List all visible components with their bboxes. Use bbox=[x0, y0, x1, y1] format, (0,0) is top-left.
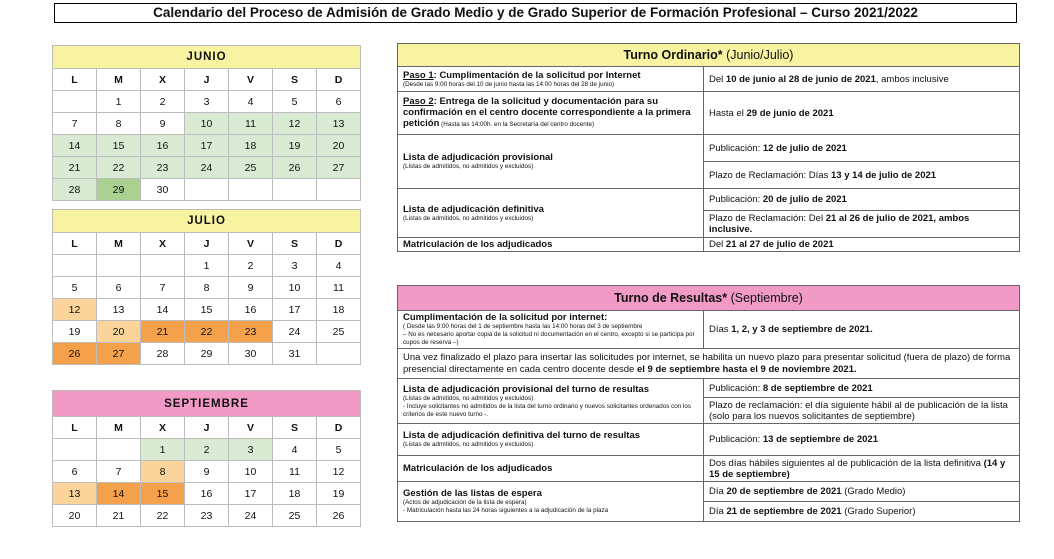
value-text: Días bbox=[709, 324, 732, 335]
value-text: Publicación: bbox=[709, 382, 763, 394]
day-cell: 22 bbox=[185, 321, 229, 343]
value-bold: 1, 2, y 3 de septiembre de 2021. bbox=[731, 324, 873, 335]
day-cell: 24 bbox=[229, 505, 273, 527]
fuera-de-plazo-text bbox=[398, 349, 1020, 379]
paso1-label: Paso 1 bbox=[403, 69, 434, 81]
res-provisional-note: (Listas de admitidos, no admitidos y excluidos) bbox=[403, 394, 534, 402]
value-text: Día bbox=[709, 506, 727, 517]
month-header-september: SEPTIEMBRE bbox=[53, 391, 361, 417]
weekday: L bbox=[53, 233, 97, 255]
day-cell: 19 bbox=[53, 321, 97, 343]
header-rest: (Junio/Julio) bbox=[722, 48, 794, 62]
day-cell: 15 bbox=[97, 135, 141, 157]
day-cell: 8 bbox=[185, 277, 229, 299]
day-cell bbox=[273, 179, 317, 201]
day-cell: 14 bbox=[141, 299, 185, 321]
day-cell: 6 bbox=[317, 91, 361, 113]
value-text: Día bbox=[709, 486, 727, 497]
value-text: , ambos inclusive bbox=[875, 73, 949, 85]
res-definitiva-label: Lista de adjudicación definitiva del turno de resultas bbox=[403, 430, 641, 441]
day-cell: 7 bbox=[53, 113, 97, 135]
day-cell: 21 bbox=[97, 505, 141, 527]
day-cell: 20 bbox=[97, 321, 141, 343]
turno-resultas-header bbox=[398, 286, 1020, 311]
paso1-text: : Cumplimentación de la solicitud por Internet bbox=[433, 69, 641, 81]
day-cell bbox=[53, 439, 97, 461]
cumplimentacion-note: ( Desde las 9:00 horas del 1 de septiembre hasta las 14:00 horas del 3 de septiembre bbox=[403, 323, 643, 330]
day-cell: 13 bbox=[97, 299, 141, 321]
provisional-label: Lista de adjudicación provisional bbox=[403, 152, 553, 163]
res-definitiva-note: (Listas de admitidos, no admitidos y excluidos) bbox=[403, 441, 534, 448]
day-cell: 10 bbox=[185, 113, 229, 135]
definitiva-reclamacion bbox=[704, 211, 1020, 238]
weekday: J bbox=[185, 417, 229, 439]
value-text: Del bbox=[709, 73, 726, 85]
day-cell: 25 bbox=[273, 505, 317, 527]
value-bold: 21 al 26 de julio de 2021, ambos inclusive. bbox=[709, 213, 970, 235]
turno-ordinario-header bbox=[398, 44, 1020, 67]
espera-note: (Actos de adjudicación de la lista de espera) bbox=[403, 499, 527, 506]
day-cell: 11 bbox=[273, 461, 317, 483]
value-text: Publicación: bbox=[709, 194, 763, 205]
header-bold: Turno de Resultas* bbox=[614, 291, 728, 305]
day-cell: 22 bbox=[97, 157, 141, 179]
day-cell: 2 bbox=[185, 439, 229, 461]
day-cell: 26 bbox=[53, 343, 97, 365]
day-cell: 9 bbox=[141, 113, 185, 135]
weekday: D bbox=[317, 417, 361, 439]
espera-grado-superior bbox=[704, 502, 1020, 522]
day-cell: 22 bbox=[141, 505, 185, 527]
weekday: D bbox=[317, 233, 361, 255]
day-cell: 27 bbox=[97, 343, 141, 365]
paso2-label-cell bbox=[398, 92, 704, 135]
day-cell bbox=[185, 179, 229, 201]
weekday: V bbox=[229, 69, 273, 91]
provisional-label-cell bbox=[398, 135, 704, 189]
day-cell: 19 bbox=[273, 135, 317, 157]
day-cell: 5 bbox=[53, 277, 97, 299]
weekday: L bbox=[53, 69, 97, 91]
res-provisional-label: Lista de adjudicación provisional del turno de resultas bbox=[403, 383, 649, 395]
value-text: Plazo de Reclamación: Del bbox=[709, 213, 826, 224]
cumplimentacion-value bbox=[704, 311, 1020, 349]
day-cell: 10 bbox=[229, 461, 273, 483]
matricula-label: Matriculación de los adjudicados bbox=[398, 238, 704, 252]
day-cell: 31 bbox=[273, 343, 317, 365]
day-cell: 4 bbox=[317, 255, 361, 277]
day-cell: 10 bbox=[273, 277, 317, 299]
day-cell: 30 bbox=[141, 179, 185, 201]
day-cell: 1 bbox=[97, 91, 141, 113]
day-cell: 29 bbox=[97, 179, 141, 201]
day-cell: 6 bbox=[53, 461, 97, 483]
weekday: D bbox=[317, 69, 361, 91]
day-cell bbox=[141, 255, 185, 277]
day-cell: 9 bbox=[185, 461, 229, 483]
day-cell: 25 bbox=[317, 321, 361, 343]
day-cell: 24 bbox=[273, 321, 317, 343]
day-cell: 23 bbox=[141, 157, 185, 179]
day-cell: 20 bbox=[317, 135, 361, 157]
day-cell: 17 bbox=[273, 299, 317, 321]
paso2-value bbox=[704, 92, 1020, 135]
day-cell: 13 bbox=[53, 483, 97, 505]
definitiva-label-cell bbox=[398, 189, 704, 238]
value-text: (Grado Superior) bbox=[841, 506, 916, 517]
cumplimentacion-note: – No es necesario aportar copia de la solicitud ni documentación en el centro, excepto si se participa por cupos de reserva –) bbox=[403, 331, 695, 346]
day-cell: 23 bbox=[185, 505, 229, 527]
weekday-row bbox=[53, 233, 361, 255]
provisional-note: (Listas de admitidos, no admitidos y excluidos) bbox=[403, 163, 534, 170]
day-cell: 23 bbox=[229, 321, 273, 343]
weekday: L bbox=[53, 417, 97, 439]
definitiva-publicacion bbox=[704, 189, 1020, 211]
day-cell: 16 bbox=[185, 483, 229, 505]
day-cell: 3 bbox=[273, 255, 317, 277]
value-text: Dos días hábiles siguientes al de publicación de la lista definitiva bbox=[709, 457, 984, 469]
value-bold: 13 de septiembre de 2021 bbox=[762, 434, 878, 445]
weekday: S bbox=[273, 233, 317, 255]
espera-grado-medio bbox=[704, 482, 1020, 502]
res-provisional-reclamacion: Plazo de reclamación: el día siguiente hábil al de publicación de la lista (solo para los nuevos solicitantes de septiembre) bbox=[704, 398, 1020, 424]
value-text: Publicación: bbox=[709, 142, 763, 154]
value-text: Hasta el bbox=[709, 107, 747, 119]
weekday: V bbox=[229, 233, 273, 255]
day-cell: 18 bbox=[273, 483, 317, 505]
day-cell: 7 bbox=[141, 277, 185, 299]
value-text: Del bbox=[709, 239, 726, 250]
weekday: M bbox=[97, 69, 141, 91]
weekday: J bbox=[185, 69, 229, 91]
day-cell: 3 bbox=[229, 439, 273, 461]
value-bold: 29 de junio de 2021 bbox=[746, 107, 834, 119]
value-bold: 10 de junio al 28 de junio de 2021 bbox=[725, 73, 876, 85]
day-cell: 19 bbox=[317, 483, 361, 505]
day-cell: 26 bbox=[317, 505, 361, 527]
day-cell: 2 bbox=[141, 91, 185, 113]
day-cell: 11 bbox=[229, 113, 273, 135]
day-cell: 11 bbox=[317, 277, 361, 299]
day-cell: 16 bbox=[141, 135, 185, 157]
value-bold: (14 y 15 de septiembre) bbox=[709, 457, 1006, 480]
provisional-reclamacion bbox=[704, 162, 1020, 189]
day-cell bbox=[53, 255, 97, 277]
day-cell: 1 bbox=[141, 439, 185, 461]
weekday: M bbox=[97, 233, 141, 255]
day-cell: 4 bbox=[273, 439, 317, 461]
day-cell: 17 bbox=[185, 135, 229, 157]
day-cell: 21 bbox=[141, 321, 185, 343]
day-cell: 26 bbox=[273, 157, 317, 179]
day-cell bbox=[53, 91, 97, 113]
day-cell bbox=[97, 255, 141, 277]
table-turno-ordinario bbox=[397, 43, 1020, 252]
day-cell bbox=[317, 179, 361, 201]
day-cell: 4 bbox=[229, 91, 273, 113]
month-header-june: JUNIO bbox=[53, 46, 361, 69]
month-header-july: JULIO bbox=[53, 210, 361, 233]
definitiva-label: Lista de adjudicación definitiva bbox=[403, 203, 544, 215]
value-bold: 21 de septiembre de 2021 bbox=[726, 506, 842, 517]
day-cell: 8 bbox=[97, 113, 141, 135]
day-cell: 25 bbox=[229, 157, 273, 179]
res-provisional-publicacion bbox=[704, 379, 1020, 398]
definitiva-note: (Listas de admitidos, no admitidos y excluidos) bbox=[403, 214, 534, 222]
res-matricula-label: Matriculación de los adjudicados bbox=[398, 456, 704, 482]
page-title: Calendario del Proceso de Admisión de Grado Medio y de Grado Superior de Formación Profesional – Curso 2021/2022 bbox=[54, 3, 1017, 23]
day-cell bbox=[317, 343, 361, 365]
day-cell: 18 bbox=[317, 299, 361, 321]
calendar-september bbox=[52, 390, 361, 527]
paso1-note: (Desde las 9:00 horas del 10 de junio hasta las 14:00 horas del 28 de junio) bbox=[403, 80, 615, 88]
value-bold: 8 de septiembre de 2021 bbox=[762, 382, 873, 394]
day-cell: 15 bbox=[141, 483, 185, 505]
day-cell: 28 bbox=[141, 343, 185, 365]
day-cell: 15 bbox=[185, 299, 229, 321]
value-bold: 20 de julio de 2021 bbox=[762, 194, 847, 205]
header-bold: Turno Ordinario* bbox=[623, 48, 723, 62]
provisional-publicacion bbox=[704, 135, 1020, 162]
res-provisional-label-cell bbox=[398, 379, 704, 424]
weekday-row bbox=[53, 69, 361, 91]
res-definitiva-publicacion bbox=[704, 424, 1020, 456]
day-cell: 12 bbox=[317, 461, 361, 483]
day-cell: 27 bbox=[317, 157, 361, 179]
value-bold: 13 y 14 de julio de 2021 bbox=[830, 169, 937, 181]
res-definitiva-label-cell bbox=[398, 424, 704, 456]
cumplimentacion-label-cell bbox=[398, 311, 704, 349]
cumplimentacion-label: Cumplimentación de la solicitud por internet: bbox=[403, 312, 608, 323]
paso1-value bbox=[704, 67, 1020, 92]
paso2-text: : Entrega de la solicitud y documentación para su confirmación en el centro docente correspondiente a la primera petición bbox=[403, 96, 691, 129]
day-cell: 13 bbox=[317, 113, 361, 135]
weekday: V bbox=[229, 417, 273, 439]
day-cell: 3 bbox=[185, 91, 229, 113]
calendar-july bbox=[52, 209, 361, 365]
value-bold: 20 de septiembre de 2021 bbox=[726, 486, 842, 497]
day-cell: 18 bbox=[229, 135, 273, 157]
weekday: M bbox=[97, 417, 141, 439]
day-cell: 12 bbox=[273, 113, 317, 135]
weekday: X bbox=[141, 69, 185, 91]
day-cell: 28 bbox=[53, 179, 97, 201]
day-cell bbox=[97, 439, 141, 461]
calendar-june bbox=[52, 45, 361, 201]
espera-note: - Matriculación hasta las 24 horas siguientes a la adjudicación de la plaza bbox=[403, 507, 609, 514]
day-cell bbox=[229, 179, 273, 201]
day-cell: 20 bbox=[53, 505, 97, 527]
value-text: Una vez finalizado el plazo para insertar las solicitudes por internet, se habilita un nuevo plazo para presentar solicitud (fuera de plazo) de forma presencial directamente en cada centro docente desde bbox=[403, 351, 1011, 375]
paso1-label-cell bbox=[398, 67, 704, 92]
day-cell: 7 bbox=[97, 461, 141, 483]
value-bold: 12 de julio de 2021 bbox=[762, 142, 847, 154]
day-cell: 5 bbox=[273, 91, 317, 113]
matricula-value bbox=[704, 238, 1020, 252]
res-provisional-note: - Incluye solicitantes no admitidos de la lista del turno ordinario y nuevos solicitantes ordenados con los criterios de este nuevo turno -. bbox=[403, 402, 692, 418]
paso2-note: (Hasta las 14:00h. en la Secretaría del centro docente) bbox=[439, 121, 595, 128]
day-cell: 6 bbox=[97, 277, 141, 299]
day-cell: 24 bbox=[185, 157, 229, 179]
day-cell: 9 bbox=[229, 277, 273, 299]
value-bold: 21 al 27 de julio de 2021 bbox=[725, 239, 834, 250]
value-bold: el 9 de septiembre hasta el 9 de noviembre 2021. bbox=[636, 363, 857, 375]
day-cell: 21 bbox=[53, 157, 97, 179]
day-cell: 2 bbox=[229, 255, 273, 277]
table-turno-resultas bbox=[397, 285, 1020, 522]
day-cell: 14 bbox=[97, 483, 141, 505]
header-rest: (Septiembre) bbox=[727, 291, 803, 305]
day-cell: 29 bbox=[185, 343, 229, 365]
day-cell: 30 bbox=[229, 343, 273, 365]
weekday-row bbox=[53, 417, 361, 439]
weekday: S bbox=[273, 69, 317, 91]
day-cell: 5 bbox=[317, 439, 361, 461]
weekday: X bbox=[141, 417, 185, 439]
day-cell: 1 bbox=[185, 255, 229, 277]
weekday: J bbox=[185, 233, 229, 255]
weekday: X bbox=[141, 233, 185, 255]
day-cell: 12 bbox=[53, 299, 97, 321]
value-text: (Grado Medio) bbox=[841, 486, 906, 497]
espera-label: Gestión de las listas de espera bbox=[403, 488, 542, 499]
day-cell: 16 bbox=[229, 299, 273, 321]
value-text: Publicación: bbox=[709, 434, 763, 445]
paso2-label: Paso 2 bbox=[403, 96, 434, 107]
weekday: S bbox=[273, 417, 317, 439]
espera-label-cell bbox=[398, 482, 704, 522]
day-cell: 8 bbox=[141, 461, 185, 483]
day-cell: 14 bbox=[53, 135, 97, 157]
res-matricula-value bbox=[704, 456, 1020, 482]
day-cell: 17 bbox=[229, 483, 273, 505]
value-text: Plazo de Reclamación: Días bbox=[709, 169, 831, 181]
